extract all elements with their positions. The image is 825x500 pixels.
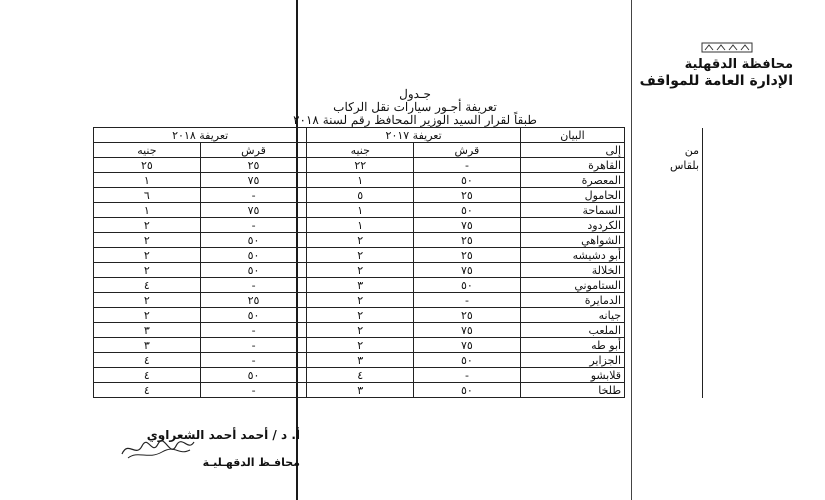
table-row [94, 233, 703, 248]
from-cell [625, 353, 703, 368]
from-cell [625, 368, 703, 383]
from-cell [625, 203, 703, 218]
table-row [94, 278, 703, 293]
pound-2017-cell: ٣ [307, 383, 414, 398]
destination-cell: أبو دشيشه [520, 248, 624, 263]
pound-2017-cell: ٣ [307, 353, 414, 368]
department-name: الإدارة العامة للمواقف [639, 73, 793, 89]
pound-2018-cell: ٤ [94, 353, 201, 368]
pound-2017-cell: ١ [307, 218, 414, 233]
from-cell [625, 383, 703, 398]
table-row [94, 353, 703, 368]
tariff-2017-header: تعريفة ٢٠١٧ [307, 128, 520, 143]
pound-2018-header: جنيه [94, 143, 201, 158]
destination-cell: الكردود [520, 218, 624, 233]
from-cell [625, 188, 703, 203]
to-header: إلى [520, 143, 624, 158]
tariff-2018-header: تعريفة ٢٠١٨ [94, 128, 307, 143]
piaster-2018-cell: ٥٠ [200, 263, 307, 278]
from-cell [625, 308, 703, 323]
from-header: من [625, 143, 703, 158]
pound-2017-header: جنيه [307, 143, 414, 158]
from-cell [625, 263, 703, 278]
destination-cell: القاهرة [520, 158, 624, 173]
pound-2017-cell: ٢ [307, 233, 414, 248]
table-row [94, 248, 703, 263]
title-line-3: طبقاً لقرار السيد الوزير المحافظ رقم لسنة ٢٠١٨ [293, 113, 537, 127]
table-header-row-1 [94, 128, 703, 143]
destination-cell: أبو طه [520, 338, 624, 353]
piaster-2018-header: قرش [200, 143, 307, 158]
from-cell [625, 233, 703, 248]
from-cell [625, 338, 703, 353]
pound-2017-cell: ٢ [307, 248, 414, 263]
from-cell [625, 218, 703, 233]
destination-cell: الستاموني [520, 278, 624, 293]
pound-2018-cell: ٢ [94, 308, 201, 323]
from-cell [625, 323, 703, 338]
pound-2017-cell: ٣ [307, 278, 414, 293]
signatory-title: محافـظ الدقهـليـة [202, 456, 300, 469]
piaster-2017-header: قرش [414, 143, 521, 158]
piaster-2018-cell: - [200, 338, 307, 353]
piaster-2017-cell: - [414, 368, 521, 383]
table-row [94, 308, 703, 323]
piaster-2018-cell: ٥٠ [200, 233, 307, 248]
table-row [94, 338, 703, 353]
piaster-2017-cell: ٥٠ [414, 278, 521, 293]
pound-2018-cell: ٢٥ [94, 158, 201, 173]
piaster-2018-cell: - [200, 353, 307, 368]
piaster-2018-cell: ٥٠ [200, 248, 307, 263]
table-row [94, 203, 703, 218]
pound-2018-cell: ١ [94, 173, 201, 188]
table-row [94, 293, 703, 308]
table-row [94, 263, 703, 278]
destination-cell: السماحة [520, 203, 624, 218]
table-row [94, 368, 703, 383]
table-row [94, 158, 703, 173]
piaster-2017-cell: - [414, 293, 521, 308]
piaster-2017-cell: ٢٥ [414, 308, 521, 323]
pound-2017-cell: ٢ [307, 263, 414, 278]
destination-cell: الملعب [520, 323, 624, 338]
title-line-2: تعريفة أجـور سيارات نقل الركاب [333, 100, 497, 114]
pound-2018-cell: ١ [94, 203, 201, 218]
piaster-2017-cell: ٥٠ [414, 203, 521, 218]
piaster-2018-cell: ٥٠ [200, 308, 307, 323]
table-row [94, 218, 703, 233]
piaster-2017-cell: ٧٥ [414, 263, 521, 278]
piaster-2018-cell: - [200, 278, 307, 293]
piaster-2017-cell: ٧٥ [414, 218, 521, 233]
document-title [190, 88, 640, 127]
pound-2018-cell: ٤ [94, 368, 201, 383]
pound-2018-cell: ٢ [94, 248, 201, 263]
destination-cell: الشواهي [520, 233, 624, 248]
handwritten-signature [118, 436, 198, 462]
pound-2018-cell: ٢ [94, 263, 201, 278]
destination-cell: الخلالة [520, 263, 624, 278]
title-line-1: جـدول [399, 87, 431, 101]
pound-2018-cell: ٢ [94, 233, 201, 248]
pound-2018-cell: ٢ [94, 218, 201, 233]
piaster-2018-cell: ٧٥ [200, 173, 307, 188]
from-cell: بلقاس [625, 158, 703, 173]
piaster-2017-cell: ٥٠ [414, 383, 521, 398]
statement-header: البيان [520, 128, 624, 143]
table-row [94, 323, 703, 338]
from-cell [625, 293, 703, 308]
destination-cell: قلابشو [520, 368, 624, 383]
destination-cell: الجزاير [520, 353, 624, 368]
piaster-2017-cell: ٢٥ [414, 233, 521, 248]
table-header-row-2 [94, 143, 703, 158]
pound-2017-cell: ١ [307, 173, 414, 188]
destination-cell: الحامول [520, 188, 624, 203]
destination-cell: الدمايرة [520, 293, 624, 308]
pound-2018-cell: ٦ [94, 188, 201, 203]
from-cell [625, 173, 703, 188]
table-row [94, 188, 703, 203]
pound-2017-cell: ٢ [307, 323, 414, 338]
pound-2018-cell: ٣ [94, 323, 201, 338]
table-row [94, 173, 703, 188]
from-header-blank [625, 128, 703, 143]
piaster-2018-cell: - [200, 188, 307, 203]
pound-2017-cell: ٢ [307, 338, 414, 353]
piaster-2017-cell: ٧٥ [414, 323, 521, 338]
pound-2017-cell: ٥ [307, 188, 414, 203]
pound-2018-cell: ٢ [94, 293, 201, 308]
signatory-name: أ. د / أحمد أحمد الشعراوي [146, 428, 300, 442]
piaster-2017-cell: ٢٥ [414, 248, 521, 263]
piaster-2018-cell: - [200, 383, 307, 398]
destination-cell: جيانه [520, 308, 624, 323]
piaster-2018-cell: ٢٥ [200, 293, 307, 308]
pound-2017-cell: ٢٢ [307, 158, 414, 173]
piaster-2018-cell: - [200, 323, 307, 338]
piaster-2017-cell: - [414, 158, 521, 173]
piaster-2017-cell: ٢٥ [414, 188, 521, 203]
pound-2017-cell: ١ [307, 203, 414, 218]
table-row [94, 383, 703, 398]
pound-2018-cell: ٣ [94, 338, 201, 353]
from-cell [625, 248, 703, 263]
pound-2018-cell: ٤ [94, 383, 201, 398]
fare-table [93, 127, 703, 398]
piaster-2018-cell: ٥٠ [200, 368, 307, 383]
piaster-2018-cell: ٢٥ [200, 158, 307, 173]
pound-2017-cell: ٢ [307, 308, 414, 323]
letterhead [640, 38, 793, 89]
governorate-name: محافظة الدقهلية [684, 57, 793, 72]
from-cell [625, 278, 703, 293]
destination-cell: طلخا [520, 383, 624, 398]
piaster-2017-cell: ٥٠ [414, 353, 521, 368]
pound-2017-cell: ٢ [307, 293, 414, 308]
piaster-2018-cell: - [200, 218, 307, 233]
pound-2018-cell: ٤ [94, 278, 201, 293]
piaster-2018-cell: ٧٥ [200, 203, 307, 218]
destination-cell: المعصرة [520, 173, 624, 188]
pound-2017-cell: ٤ [307, 368, 414, 383]
piaster-2017-cell: ٧٥ [414, 338, 521, 353]
emblem-icon [701, 41, 753, 53]
piaster-2017-cell: ٥٠ [414, 173, 521, 188]
